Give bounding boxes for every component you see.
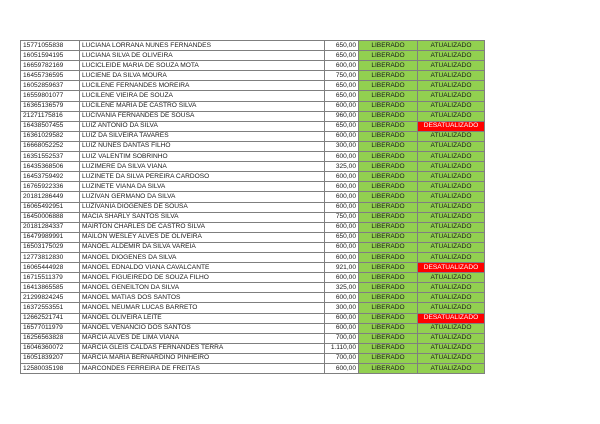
table-row (21, 242, 485, 252)
update-cell[interactable]: ATUALIZADO (418, 252, 485, 262)
name-cell[interactable]: LUZIVANIA DIOGENES DE SOUSA (80, 202, 325, 212)
value-cell[interactable]: 600,00 (325, 131, 359, 141)
status-cell[interactable]: LIBERADO (359, 202, 418, 212)
id-cell[interactable]: 16046360072 (21, 343, 80, 353)
update-cell[interactable]: ATUALIZADO (418, 283, 485, 293)
status-cell[interactable]: LIBERADO (359, 81, 418, 91)
status-cell[interactable]: LIBERADO (359, 333, 418, 343)
table-row (21, 192, 485, 202)
table-row (21, 364, 485, 374)
table-row (21, 61, 485, 71)
status-cell[interactable]: LIBERADO (359, 242, 418, 252)
name-cell[interactable]: LUZIVAN GERMANO DA SILVA (80, 192, 325, 202)
status-cell[interactable]: LIBERADO (359, 101, 418, 111)
id-cell[interactable]: 21271175816 (21, 111, 80, 121)
name-cell[interactable]: LUIZ ANTONIO DA SILVA (80, 121, 325, 131)
update-cell[interactable]: ATUALIZADO (418, 182, 485, 192)
table-row (21, 131, 485, 141)
status-cell[interactable]: LIBERADO (359, 61, 418, 71)
value-cell[interactable]: 600,00 (325, 172, 359, 182)
name-cell[interactable]: LUCIENE DA SILVA MOURA (80, 71, 325, 81)
name-cell[interactable]: MAILON WESLEY ALVES DE OLIVEIRA (80, 232, 325, 242)
id-cell[interactable]: 16065444928 (21, 263, 80, 273)
update-cell[interactable]: ATUALIZADO (418, 202, 485, 212)
update-cell[interactable]: ATUALIZADO (418, 212, 485, 222)
status-cell[interactable]: LIBERADO (359, 51, 418, 61)
value-cell[interactable]: 1.110,00 (325, 343, 359, 353)
id-cell[interactable]: 16351552537 (21, 152, 80, 162)
status-cell[interactable]: LIBERADO (359, 141, 418, 151)
value-cell[interactable]: 300,00 (325, 303, 359, 313)
status-cell[interactable]: LIBERADO (359, 364, 418, 374)
value-cell[interactable]: 650,00 (325, 91, 359, 101)
update-cell[interactable]: ATUALIZADO (418, 91, 485, 101)
table-row (21, 121, 485, 131)
value-cell[interactable]: 650,00 (325, 41, 359, 51)
status-cell[interactable]: LIBERADO (359, 182, 418, 192)
name-cell[interactable]: MARCONDES FERREIRA DE FREITAS (80, 364, 325, 374)
value-cell[interactable]: 600,00 (325, 192, 359, 202)
name-cell[interactable]: MACIA SHARLY SANTOS SILVA (80, 212, 325, 222)
update-cell[interactable]: ATUALIZADO (418, 111, 485, 121)
update-cell[interactable]: ATUALIZADO (418, 51, 485, 61)
status-cell[interactable]: LIBERADO (359, 192, 418, 202)
id-cell[interactable]: 16051594195 (21, 51, 80, 61)
update-cell[interactable]: ATUALIZADO (418, 242, 485, 252)
name-cell[interactable]: MANOEL EDNALDO VIANA CAVALCANTE (80, 263, 325, 273)
table-row (21, 212, 485, 222)
name-cell[interactable]: MANOEL VENANCIO DOS SANTOS (80, 323, 325, 333)
status-cell[interactable]: LIBERADO (359, 212, 418, 222)
id-cell[interactable]: 16503175029 (21, 242, 80, 252)
name-cell[interactable]: MANOEL GENEILTON DA SILVA (80, 283, 325, 293)
update-cell[interactable]: ATUALIZADO (418, 303, 485, 313)
status-cell[interactable]: LIBERADO (359, 71, 418, 81)
status-cell[interactable]: LIBERADO (359, 41, 418, 51)
update-cell[interactable]: ATUALIZADO (418, 222, 485, 232)
value-cell[interactable]: 921,00 (325, 263, 359, 273)
table-row (21, 202, 485, 212)
table-row (21, 333, 485, 343)
update-cell[interactable]: ATUALIZADO (418, 293, 485, 303)
name-cell[interactable]: LUCIANA LORRANA NUNES FERNANDES (80, 41, 325, 51)
name-cell[interactable]: MANOEL ALDEMIR DA SILVA VAREIA (80, 242, 325, 252)
update-cell[interactable]: DESATUALIZADO (418, 263, 485, 273)
table-row (21, 111, 485, 121)
status-cell[interactable]: LIBERADO (359, 91, 418, 101)
value-cell[interactable]: 600,00 (325, 364, 359, 374)
status-cell[interactable]: LIBERADO (359, 172, 418, 182)
table-row (21, 343, 485, 353)
table-row (21, 353, 485, 363)
table-row (21, 51, 485, 61)
name-cell[interactable]: MANOEL OLIVEIRA LEITE (80, 313, 325, 323)
value-cell[interactable]: 600,00 (325, 182, 359, 192)
id-cell[interactable]: 16438507455 (21, 121, 80, 131)
id-cell[interactable]: 16765922336 (21, 182, 80, 192)
value-cell[interactable]: 600,00 (325, 202, 359, 212)
name-cell[interactable]: LUCIVANIA FERNANDES DE SOUSA (80, 111, 325, 121)
id-cell[interactable]: 16715511379 (21, 273, 80, 283)
id-cell[interactable]: 20181286449 (21, 192, 80, 202)
update-cell[interactable]: ATUALIZADO (418, 273, 485, 283)
status-cell[interactable]: LIBERADO (359, 283, 418, 293)
name-cell[interactable]: LUZINETE VIANA DA SILVA (80, 182, 325, 192)
status-cell[interactable]: LIBERADO (359, 313, 418, 323)
update-cell[interactable]: ATUALIZADO (418, 152, 485, 162)
update-cell[interactable]: DESATUALIZADO (418, 121, 485, 131)
status-cell[interactable]: LIBERADO (359, 353, 418, 363)
name-cell[interactable]: LUCIANA SILVA DE OLIVEIRA (80, 51, 325, 61)
table-row (21, 152, 485, 162)
update-cell[interactable]: ATUALIZADO (418, 81, 485, 91)
id-cell[interactable]: 16051839207 (21, 353, 80, 363)
status-cell[interactable]: LIBERADO (359, 162, 418, 172)
value-cell[interactable]: 650,00 (325, 81, 359, 91)
update-cell[interactable]: ATUALIZADO (418, 131, 485, 141)
spreadsheet-table (20, 40, 485, 374)
name-cell[interactable]: MAIRTON CHARLES DE CASTRO SILVA (80, 222, 325, 232)
value-cell[interactable]: 700,00 (325, 333, 359, 343)
name-cell[interactable]: MARCIA ALVES DE LIMA VIANA (80, 333, 325, 343)
table-row (21, 263, 485, 273)
id-cell[interactable]: 16065492951 (21, 202, 80, 212)
update-cell[interactable]: ATUALIZADO (418, 323, 485, 333)
table-row (21, 283, 485, 293)
spreadsheet-body (21, 41, 485, 374)
name-cell[interactable]: MANOEL FIGUEIREDO DE SOUZA FILHO (80, 273, 325, 283)
value-cell[interactable]: 600,00 (325, 152, 359, 162)
value-cell[interactable]: 650,00 (325, 51, 359, 61)
value-cell[interactable]: 750,00 (325, 71, 359, 81)
table-row (21, 101, 485, 111)
name-cell[interactable]: LUCILENE VIEIRA DE SOUZA (80, 91, 325, 101)
id-cell[interactable]: 12580035198 (21, 364, 80, 374)
table-row (21, 222, 485, 232)
table-row (21, 182, 485, 192)
update-cell[interactable]: ATUALIZADO (418, 172, 485, 182)
table-row (21, 172, 485, 182)
value-cell[interactable]: 600,00 (325, 101, 359, 111)
value-cell[interactable]: 700,00 (325, 353, 359, 363)
update-cell[interactable]: ATUALIZADO (418, 71, 485, 81)
id-cell[interactable]: 15771055838 (21, 41, 80, 51)
status-cell[interactable]: LIBERADO (359, 273, 418, 283)
name-cell[interactable]: LUCICLEIDE MARIA DE SOUZA MOTA (80, 61, 325, 71)
update-cell[interactable]: ATUALIZADO (418, 353, 485, 363)
id-cell[interactable]: 16659782169 (21, 61, 80, 71)
name-cell[interactable]: MARCIA MARIA BERNARDINO PINHEIRO (80, 353, 325, 363)
update-cell[interactable]: ATUALIZADO (418, 61, 485, 71)
update-cell[interactable]: ATUALIZADO (418, 333, 485, 343)
table-row (21, 252, 485, 262)
id-cell[interactable]: 16435368506 (21, 162, 80, 172)
table-row (21, 273, 485, 283)
status-cell[interactable]: LIBERADO (359, 232, 418, 242)
value-cell[interactable]: 960,00 (325, 111, 359, 121)
status-cell[interactable]: LIBERADO (359, 121, 418, 131)
update-cell[interactable]: DESATUALIZADO (418, 313, 485, 323)
status-cell[interactable]: LIBERADO (359, 293, 418, 303)
value-cell[interactable]: 600,00 (325, 323, 359, 333)
id-cell[interactable]: 16559801077 (21, 91, 80, 101)
value-cell[interactable]: 650,00 (325, 121, 359, 131)
update-cell[interactable]: ATUALIZADO (418, 343, 485, 353)
value-cell[interactable]: 325,00 (325, 162, 359, 172)
value-cell[interactable]: 600,00 (325, 242, 359, 252)
id-cell[interactable]: 16450006888 (21, 212, 80, 222)
value-cell[interactable]: 650,00 (325, 232, 359, 242)
name-cell[interactable]: MARCIA GLEIS CALDAS FERNANDES TERRA (80, 343, 325, 353)
update-cell[interactable]: ATUALIZADO (418, 232, 485, 242)
update-cell[interactable]: ATUALIZADO (418, 162, 485, 172)
name-cell[interactable]: LUIZ NUNES DANTAS FILHO (80, 141, 325, 151)
update-cell[interactable]: ATUALIZADO (418, 364, 485, 374)
table-row (21, 293, 485, 303)
status-cell[interactable]: LIBERADO (359, 152, 418, 162)
table-row (21, 71, 485, 81)
name-cell[interactable]: LUIZ DA SILVEIRA TAVARES (80, 131, 325, 141)
status-cell[interactable]: LIBERADO (359, 252, 418, 262)
status-cell[interactable]: LIBERADO (359, 263, 418, 273)
name-cell[interactable]: LUCILENE FERNANDES MOREIRA (80, 81, 325, 91)
id-cell[interactable]: 16372553551 (21, 303, 80, 313)
table-row (21, 323, 485, 333)
id-cell[interactable]: 16479989991 (21, 232, 80, 242)
id-cell[interactable]: 20181284337 (21, 222, 80, 232)
name-cell[interactable]: MANOEL DIOGENES DA SILVA (80, 252, 325, 262)
id-cell[interactable]: 16052859637 (21, 81, 80, 91)
name-cell[interactable]: LUZIMERE DA SILVA VIANA (80, 162, 325, 172)
id-cell[interactable]: 21299824245 (21, 293, 80, 303)
id-cell[interactable]: 16668052252 (21, 141, 80, 151)
value-cell[interactable]: 600,00 (325, 222, 359, 232)
value-cell[interactable]: 600,00 (325, 252, 359, 262)
value-cell[interactable]: 325,00 (325, 283, 359, 293)
id-cell[interactable]: 16365136579 (21, 101, 80, 111)
name-cell[interactable]: LUCILENE MARIA DE CASTRO SILVA (80, 101, 325, 111)
table-row (21, 303, 485, 313)
id-cell[interactable]: 16453759492 (21, 172, 80, 182)
table-row (21, 162, 485, 172)
status-cell[interactable]: LIBERADO (359, 131, 418, 141)
name-cell[interactable]: LUIZ VALENTIM SOBRINHO (80, 152, 325, 162)
status-cell[interactable]: LIBERADO (359, 222, 418, 232)
table-row (21, 141, 485, 151)
table-row (21, 313, 485, 323)
value-cell[interactable]: 600,00 (325, 273, 359, 283)
name-cell[interactable]: MANOEL MATIAS DOS SANTOS (80, 293, 325, 303)
id-cell[interactable]: 16413865585 (21, 283, 80, 293)
update-cell[interactable]: ATUALIZADO (418, 141, 485, 151)
table-row (21, 81, 485, 91)
status-cell[interactable]: LIBERADO (359, 343, 418, 353)
id-cell[interactable]: 12773812830 (21, 252, 80, 262)
status-cell[interactable]: LIBERADO (359, 323, 418, 333)
update-cell[interactable]: ATUALIZADO (418, 41, 485, 51)
id-cell[interactable]: 16256563828 (21, 333, 80, 343)
value-cell[interactable]: 300,00 (325, 141, 359, 151)
id-cell[interactable]: 16455736595 (21, 71, 80, 81)
id-cell[interactable]: 16577011979 (21, 323, 80, 333)
table-row (21, 232, 485, 242)
id-cell[interactable]: 16361029582 (21, 131, 80, 141)
update-cell[interactable]: ATUALIZADO (418, 192, 485, 202)
table-row (21, 41, 485, 51)
update-cell[interactable]: ATUALIZADO (418, 101, 485, 111)
status-cell[interactable]: LIBERADO (359, 111, 418, 121)
status-cell[interactable]: LIBERADO (359, 303, 418, 313)
id-cell[interactable]: 12662521741 (21, 313, 80, 323)
value-cell[interactable]: 750,00 (325, 212, 359, 222)
value-cell[interactable]: 600,00 (325, 61, 359, 71)
value-cell[interactable]: 600,00 (325, 313, 359, 323)
name-cell[interactable]: MANOEL NEUMAR LUCAS BARRETO (80, 303, 325, 313)
table-row (21, 91, 485, 101)
value-cell[interactable]: 600,00 (325, 293, 359, 303)
name-cell[interactable]: LUZINETE DA SILVA PEREIRA CARDOSO (80, 172, 325, 182)
